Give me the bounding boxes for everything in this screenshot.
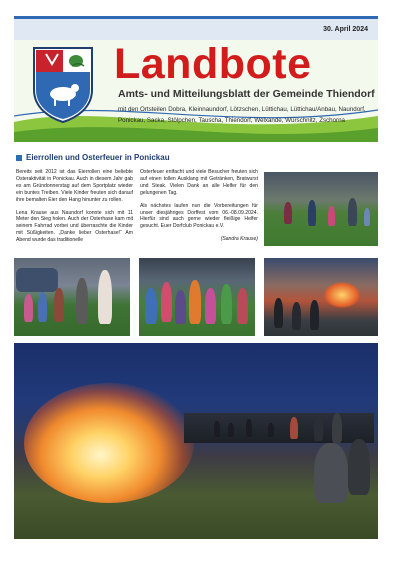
article-column-2	[140, 169, 258, 249]
district-list: mit den Ortsteilen Dobra, Kleinnaundorf, Lötzschen, Lüttichau, Lüttichau/Anbau, Naundorf, Ponickau, Sacka, Stölpchen, Tauscha, Thiendorf, Welxande, Würschnitz, Zschorna	[118, 106, 366, 124]
paragraph: Lena Krause aus Naundorf konnte sich mit 11 Meter den Sieg holen. Auch der Osterhase kam mit seinem Fahrrad vorbei und überraschte die Kinder mit Süßigkeiten. „Danke lieber Osterhase!“ Am Abend wurde das traditionelle	[16, 209, 133, 244]
newspaper-subtitle: Amts- und Mitteilungsblatt der Gemeinde Thiendorf	[118, 88, 375, 100]
issue-date: 30. April 2024	[323, 26, 368, 33]
author-signature: (Sandra Krause)	[220, 236, 258, 243]
photo-easter-bonfire-crowd	[14, 343, 378, 539]
paragraph: Als nächstes laufen nun die Vorbereitungen für unser diesjähriges Dorffest vom 06.-08.09.2024. Hierfür sind auch gerne wieder fleißige Helfer gesucht. Euer Dorfclub Ponickau e.V.	[140, 202, 258, 230]
photo-egg-rolling-field	[264, 172, 378, 246]
photo-children-with-easter-bunny	[14, 258, 130, 336]
municipal-crest-icon	[32, 46, 94, 124]
bullet-square-icon	[16, 155, 22, 161]
photo-group-of-children	[139, 258, 255, 336]
article-title: Eierrollen und Osterfeuer in Ponickau	[26, 153, 170, 162]
paragraph: Bereits seit 2012 ist das Eierrollen eine beliebte Osteraktivität in Ponickau. Auch in diesem Jahr gab es am Gründonnerstag auf dem Sportplatz wieder ein buntes Treiben. Viele Kinder freuten sich darauf ihre bemalten Eier den Hang hinunter zu rollen.	[16, 169, 133, 203]
article-column-1	[16, 169, 133, 250]
newspaper-title: Landbote	[114, 40, 312, 88]
article-heading	[16, 153, 170, 162]
photo-bonfire-evening	[264, 258, 378, 336]
paragraph: Osterfeuer entfacht und viele Besucher freuten sich auf einen tollen Ausklang mit Getränken, Bratwurst und Steak. Vielen Dank an alle Helfer für den gelungenen Tag.	[140, 169, 258, 196]
masthead	[14, 16, 378, 142]
